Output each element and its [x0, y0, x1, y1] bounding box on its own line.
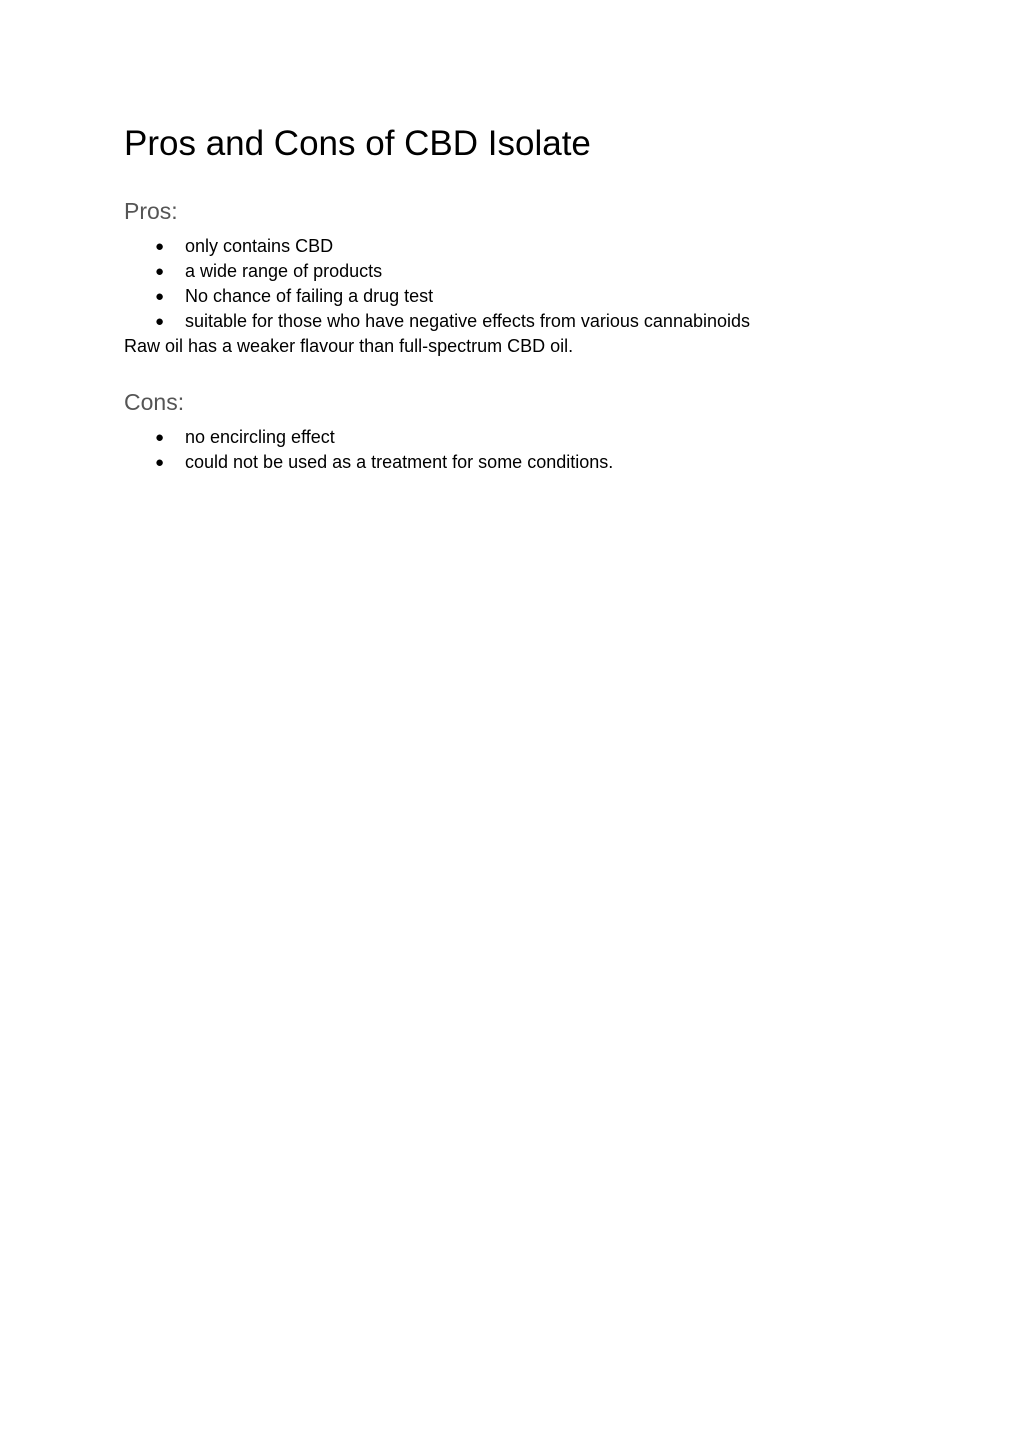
list-item-text: only contains CBD: [185, 236, 334, 256]
bullet-icon: ●: [155, 263, 165, 280]
list-item: [124, 234, 750, 259]
pros-list: [124, 234, 750, 334]
document-title: Pros and Cons of CBD Isolate: [124, 124, 591, 163]
list-item-text: no encircling effect: [185, 427, 335, 447]
cons-heading: Cons:: [124, 389, 185, 415]
list-item-text: could not be used as a treatment for some conditions.: [185, 452, 614, 472]
list-item: [124, 259, 750, 284]
bullet-icon: ●: [155, 238, 165, 255]
list-item: [124, 425, 613, 450]
list-item-text: suitable for those who have negative effects from various cannabinoids: [185, 311, 751, 331]
bullet-icon: ●: [155, 313, 165, 330]
bullet-icon: ●: [155, 288, 165, 305]
pros-note: Raw oil has a weaker flavour than full-spectrum CBD oil.: [124, 336, 574, 356]
list-item-text: a wide range of products: [185, 261, 383, 281]
list-item: [124, 450, 613, 475]
list-item: [124, 284, 750, 309]
bullet-icon: ●: [155, 454, 165, 471]
list-item-text: No chance of failing a drug test: [185, 286, 434, 306]
list-item: [124, 309, 750, 334]
cons-list: [124, 425, 613, 475]
pros-heading: Pros:: [124, 198, 178, 224]
bullet-icon: ●: [155, 429, 165, 446]
